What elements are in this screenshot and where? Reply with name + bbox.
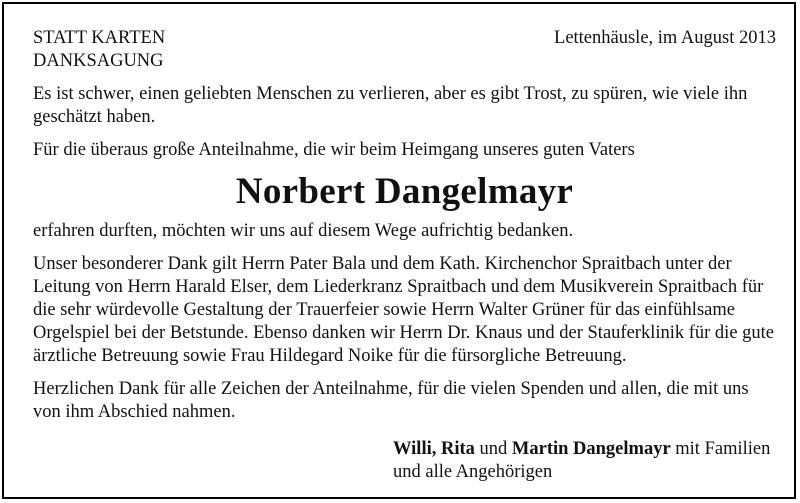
closing-paragraph: Herzlichen Dank für alle Zeichen der Anteilnahme, für die vielen Spenden und allen, die mit uns von ihm Abschied nahmen.: [33, 379, 749, 422]
signature-names-1: Willi, Rita: [393, 439, 475, 459]
signature-block: [393, 438, 776, 484]
statt-karten-label: STATT KARTEN: [33, 28, 166, 48]
deceased-name: Norbert Dangelmayr: [235, 171, 574, 212]
thanks-lead: Für die überaus große Anteilnahme, die wir beim Heimgang unseres guten Vaters: [33, 140, 635, 160]
danksagung-label: DANKSAGUNG: [33, 51, 164, 71]
notice-content: [33, 27, 776, 484]
intro-paragraph: Es ist schwer, einen geliebten Menschen zu verlieren, aber es gibt Trost, zu spüren, wie viele ihn geschätzt haben.: [33, 84, 748, 127]
header-left: [33, 27, 165, 73]
signature-line1: [393, 438, 776, 461]
notice-frame: [2, 2, 796, 499]
signature-suffix: mit Familien: [670, 439, 771, 459]
signature-line2: und alle Angehörigen: [393, 462, 553, 482]
signature-joiner: und: [474, 439, 512, 459]
header-row: [33, 27, 776, 73]
place-date: Lettenhäusle, im August 2013: [554, 28, 776, 48]
special-thanks-paragraph: Unser besonderer Dank gilt Herrn Pater Bala und dem Kath. Kirchenchor Spraitbach unter der Leitung von Herrn Harald Elser, dem Liederkranz Spraitbach und dem Musikverein Spraitbach für die sehr würdevolle Gestaltung der Trauerfeier sowie Herrn Walter Grüner für das einfühlsame Orgelspiel bei der Betstunde. Ebenso danken wir Herrn Dr. Knaus und der Stauferklinik für die gute ärztliche Betreuung sowie Frau Hildegard Noike für die fürsorgliche Betreuung.: [33, 254, 775, 366]
thanks-tail: erfahren durften, möchten wir uns auf diesem Wege aufrichtig bedanken.: [33, 221, 574, 241]
signature-names-2: Martin Dangelmayr: [511, 439, 671, 459]
